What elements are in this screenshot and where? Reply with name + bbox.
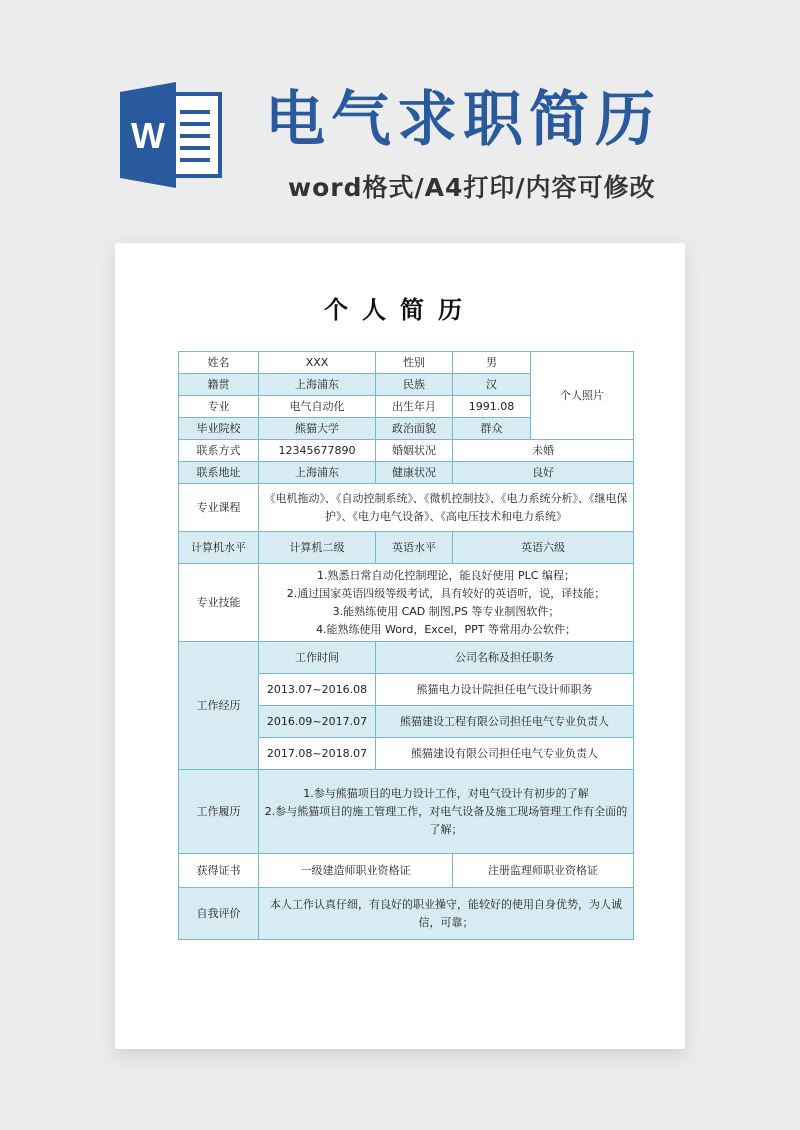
- work-col-time: 工作时间: [259, 642, 376, 674]
- row-self: [179, 888, 634, 940]
- gender-value[interactable]: 男: [453, 352, 531, 374]
- skill-item: 3.能熟练使用 CAD 制图,PS 等专业制图软件；: [332, 604, 560, 618]
- row-address: [179, 462, 634, 484]
- major-value[interactable]: 电气自动化: [259, 396, 376, 418]
- work-time[interactable]: 2016.09~2017.07: [259, 706, 376, 738]
- health-value[interactable]: 良好: [453, 462, 634, 484]
- work-desc[interactable]: 熊猫电力设计院担任电气设计师职务: [376, 674, 634, 706]
- skill-item: 1.熟悉日常自动化控制理论，能良好使用 PLC 编程；: [317, 568, 575, 582]
- marital-label: 婚姻状况: [376, 440, 453, 462]
- origin-label: 籍贯: [179, 374, 259, 396]
- row-name: [179, 352, 634, 374]
- self-text[interactable]: 本人工作认真仔细，有良好的职业操守，能较好的使用自身优势，为人诚信，可靠；: [259, 888, 634, 940]
- banner: [0, 0, 800, 230]
- school-label: 毕业院校: [179, 418, 259, 440]
- history-label: 工作履历: [179, 770, 259, 854]
- skill-item: 4.能熟练使用 Word，Excel，PPT 等常用办公软件；: [316, 622, 576, 636]
- major-label: 专业: [179, 396, 259, 418]
- political-label: 政治面貌: [376, 418, 453, 440]
- computer-label: 计算机水平: [179, 532, 259, 564]
- work-time[interactable]: 2017.08~2018.07: [259, 738, 376, 770]
- phone-value[interactable]: 12345677890: [259, 440, 376, 462]
- address-value[interactable]: 上海浦东: [259, 462, 376, 484]
- certs-label: 获得证书: [179, 854, 259, 888]
- origin-value[interactable]: 上海浦东: [259, 374, 376, 396]
- skills-list[interactable]: [259, 564, 634, 642]
- school-value[interactable]: 熊猫大学: [259, 418, 376, 440]
- photo-placeholder[interactable]: 个人照片: [531, 352, 634, 440]
- word-document-icon: [118, 80, 228, 190]
- resume-title: 个人简历: [324, 296, 476, 324]
- skills-label: 专业技能: [179, 564, 259, 642]
- phone-label: 联系方式: [179, 440, 259, 462]
- row-courses: [179, 484, 634, 532]
- ethnicity-label: 民族: [376, 374, 453, 396]
- row-history: [179, 770, 634, 854]
- gender-label: 性别: [376, 352, 453, 374]
- marital-value[interactable]: 未婚: [453, 440, 634, 462]
- row-certs: [179, 854, 634, 888]
- birth-label: 出生年月: [376, 396, 453, 418]
- row-work-header: [179, 642, 634, 674]
- ethnicity-value[interactable]: 汉: [453, 374, 531, 396]
- skill-item: 2.通过国家英语四级等级考试，具有较好的英语听，说，译技能；: [286, 586, 606, 600]
- address-label: 联系地址: [179, 462, 259, 484]
- courses-label: 专业课程: [179, 484, 259, 532]
- row-phone: [179, 440, 634, 462]
- work-col-company: 公司名称及担任职务: [376, 642, 634, 674]
- birth-value[interactable]: 1991.08: [453, 396, 531, 418]
- health-label: 健康状况: [376, 462, 453, 484]
- work-desc[interactable]: 熊猫建设工程有限公司担任电气专业负责人: [376, 706, 634, 738]
- resume-table: [178, 351, 634, 940]
- work-label: 工作经历: [179, 642, 259, 770]
- banner-title: 电气求职简历: [265, 85, 661, 155]
- computer-value[interactable]: 计算机二级: [259, 532, 376, 564]
- self-label: 自我评价: [179, 888, 259, 940]
- word-logo-letter: W: [131, 115, 165, 156]
- cert-item[interactable]: 注册监理师职业资格证: [453, 854, 634, 888]
- cert-item[interactable]: 一级建造师职业资格证: [259, 854, 453, 888]
- english-value[interactable]: 英语六级: [453, 532, 634, 564]
- row-skills: [179, 564, 634, 642]
- english-label: 英语水平: [376, 532, 453, 564]
- name-label: 姓名: [179, 352, 259, 374]
- name-value[interactable]: XXX: [259, 352, 376, 374]
- row-levels: [179, 532, 634, 564]
- banner-subtitle: word格式/A4打印/内容可修改: [288, 173, 656, 202]
- political-value[interactable]: 群众: [453, 418, 531, 440]
- history-list[interactable]: [259, 770, 634, 854]
- work-desc[interactable]: 熊猫建设有限公司担任电气专业负责人: [376, 738, 634, 770]
- history-item: 2.参与熊猫项目的施工管理工作，对电气设备及施工现场管理工作有全面的了解；: [264, 804, 628, 836]
- history-item: 1.参与熊猫项目的电力设计工作，对电气设计有初步的了解: [303, 786, 589, 800]
- work-time[interactable]: 2013.07~2016.08: [259, 674, 376, 706]
- courses-text[interactable]: 《电机拖动》、《自动控制系统》、《微机控制技》、《电力系统分析》、《继电保护》、《电力电气设备》、《高电压技术和电力系统》: [259, 484, 634, 532]
